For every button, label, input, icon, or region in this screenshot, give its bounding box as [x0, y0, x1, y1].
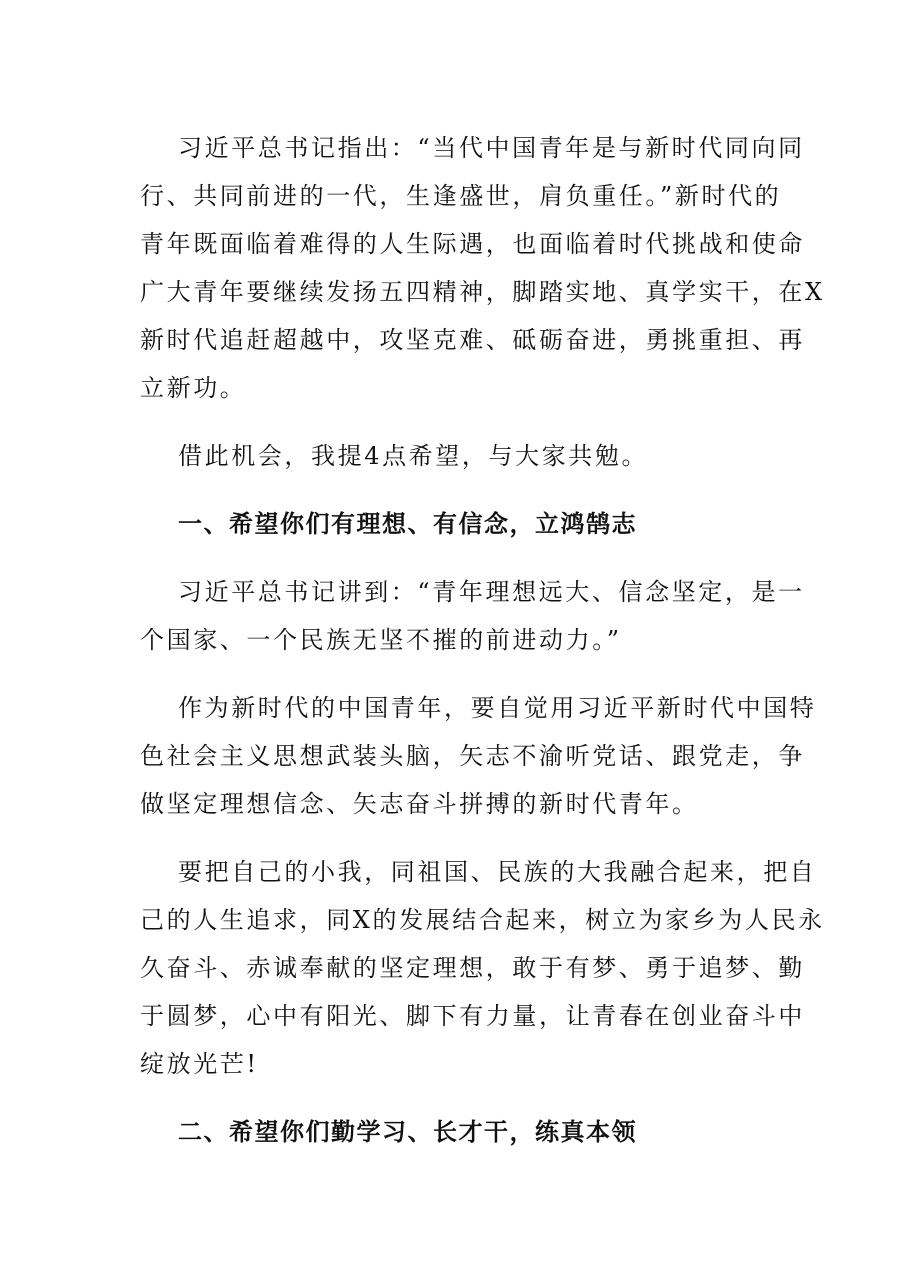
paragraph-gap	[140, 412, 776, 432]
document-body	[140, 124, 825, 1156]
text-line: 个国家、一个民族无坚不摧的前进动力。”	[140, 626, 622, 654]
text-line: 绽放光芒!	[140, 1050, 259, 1078]
text-line: 要把自己的小我，同祖国、民族的大我融合起来，把自	[178, 858, 817, 886]
text-line: 新时代追赶超越中，攻坚克难、砥砺奋进，勇挑重担、再	[140, 326, 805, 354]
text-line: 行、共同前进的一代，生逢盛世，肩负重任。”新时代的	[140, 182, 782, 210]
paragraph-1	[140, 124, 825, 412]
section-heading-2: 二、希望你们勤学习、长才干，练真本领	[178, 1118, 637, 1146]
text-line: 习近平总书记指出：“当代中国青年是与新时代同向同	[178, 134, 805, 162]
paragraph-2	[140, 432, 776, 480]
paragraph-4	[140, 684, 817, 828]
paragraph-gap	[140, 664, 776, 684]
text-line: 于圆梦，心中有阳光、脚下有力量，让青春在创业奋斗中	[140, 1002, 805, 1030]
paragraph-3	[140, 568, 805, 664]
paragraph-gap	[140, 828, 776, 848]
text-line: 广大青年要继续发扬五四精神，脚踏实地、真学实干，在X	[140, 278, 825, 306]
text-line: 色社会主义思想武装头脑，矢志不渝听党话、跟党走，争	[140, 742, 805, 770]
section-heading-1: 一、希望你们有理想、有信念，立鸿鹄志	[178, 510, 637, 538]
text-line: 做坚定理想信念、矢志奋斗拼搏的新时代青年。	[140, 790, 699, 818]
paragraph-5	[140, 848, 825, 1088]
text-line: 青年既面临着难得的人生际遇，也面临着时代挑战和使命	[140, 230, 805, 258]
text-line: 借此机会，我提4点希望，与大家共勉。	[178, 442, 649, 470]
text-line: 久奋斗、赤诚奉献的坚定理想，敢于有梦、勇于追梦、勤	[140, 954, 805, 982]
text-line: 习近平总书记讲到：“青年理想远大、信念坚定，是一	[178, 578, 805, 606]
text-line: 作为新时代的中国青年，要自觉用习近平新时代中国特	[178, 694, 817, 722]
paragraph-gap	[140, 1088, 776, 1108]
paragraph-gap	[140, 480, 776, 500]
text-line: 己的人生追求，同X的发展结合起来，树立为家乡为人民永	[140, 906, 825, 934]
text-line: 立新功。	[140, 374, 247, 402]
paragraph-gap	[140, 548, 776, 568]
